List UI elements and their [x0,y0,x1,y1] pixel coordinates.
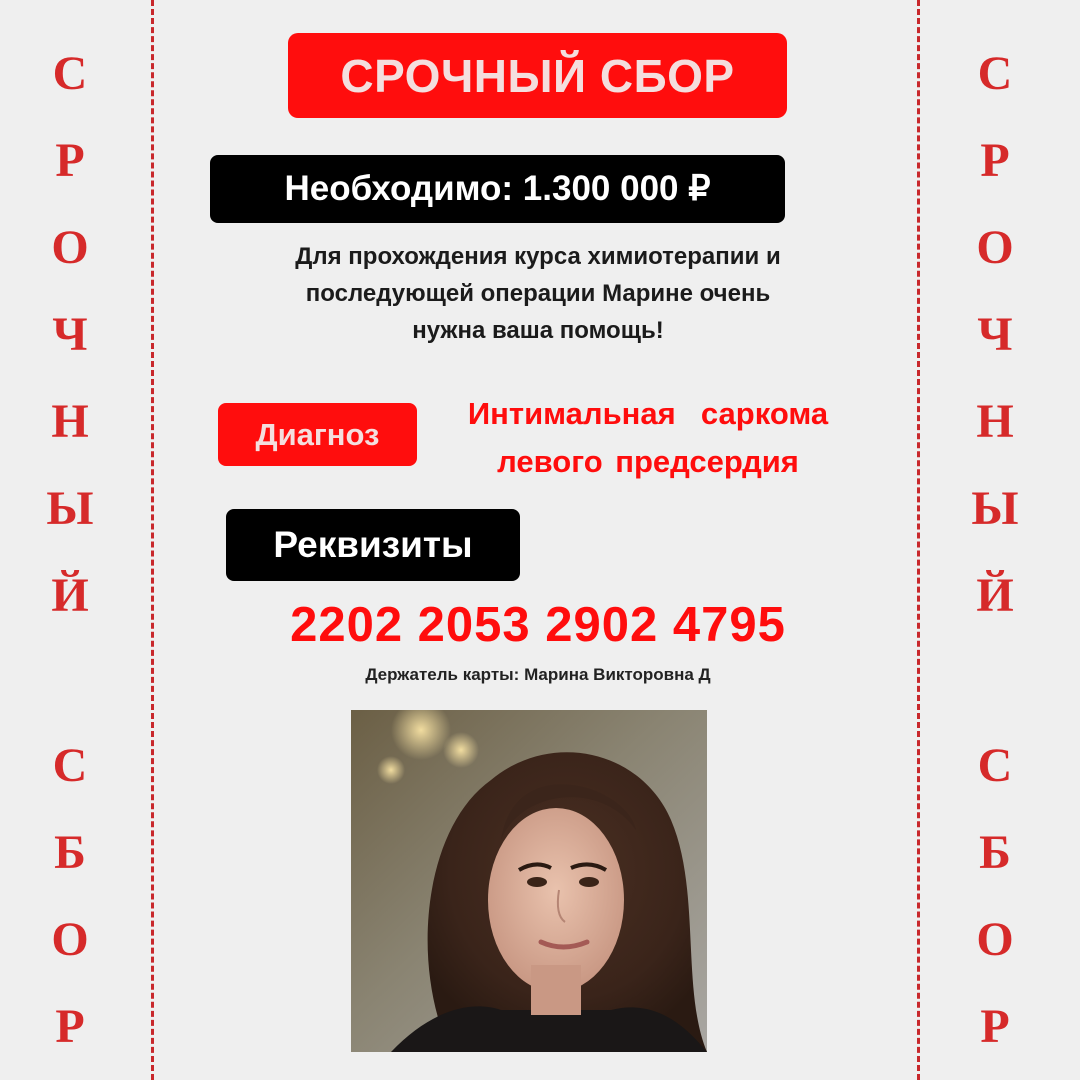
amount-needed-badge: Необходимо: 1.300 000 ₽ [210,155,785,223]
diagnosis-text [425,390,871,486]
right-vertical-text [950,30,1040,1070]
left-dashed-line [151,0,154,1080]
side-letter: Н [51,395,89,448]
side-letter: Р [980,134,1010,187]
side-letter: Р [980,1000,1010,1053]
side-letter: С [977,47,1013,100]
description-line: нужна ваша помощь! [412,317,664,344]
description-line: последующей операции Марине очень [305,280,771,307]
side-letter: С [52,47,88,100]
side-letter: С [977,739,1013,792]
diagnosis-line: левого предсердия [497,444,799,479]
side-letter: С [52,739,88,792]
side-letter: О [976,221,1014,274]
description-line: Для прохождения курса химиотерапии и [295,243,781,270]
description [200,238,876,349]
side-letter: Б [54,826,86,879]
side-letter: Р [55,1000,85,1053]
diagnosis-line: Интимальная саркома [467,396,829,431]
side-letter: Р [55,134,85,187]
side-letter: О [51,221,89,274]
card-holder: Держатель карты: Марина Викторовна Д [365,665,711,684]
side-letter: Б [979,826,1011,879]
diagnosis-badge: Диагноз [218,403,417,466]
side-letter: Н [976,395,1014,448]
card-number: 2202 2053 2902 4795 [290,598,786,652]
side-letter: О [51,913,89,966]
side-letter: О [976,913,1014,966]
side-letter: Ы [46,482,94,535]
requisites-badge: Реквизиты [226,509,520,581]
side-letter: Ы [971,482,1019,535]
side-letter: Й [976,569,1014,622]
title-badge: СРОЧНЫЙ СБОР [288,33,787,118]
side-letter: Ч [977,308,1013,361]
side-letter: Й [51,569,89,622]
portrait-photo [351,710,707,1052]
left-vertical-text [25,30,115,1070]
side-letter: Ч [52,308,88,361]
right-dashed-line [917,0,920,1080]
